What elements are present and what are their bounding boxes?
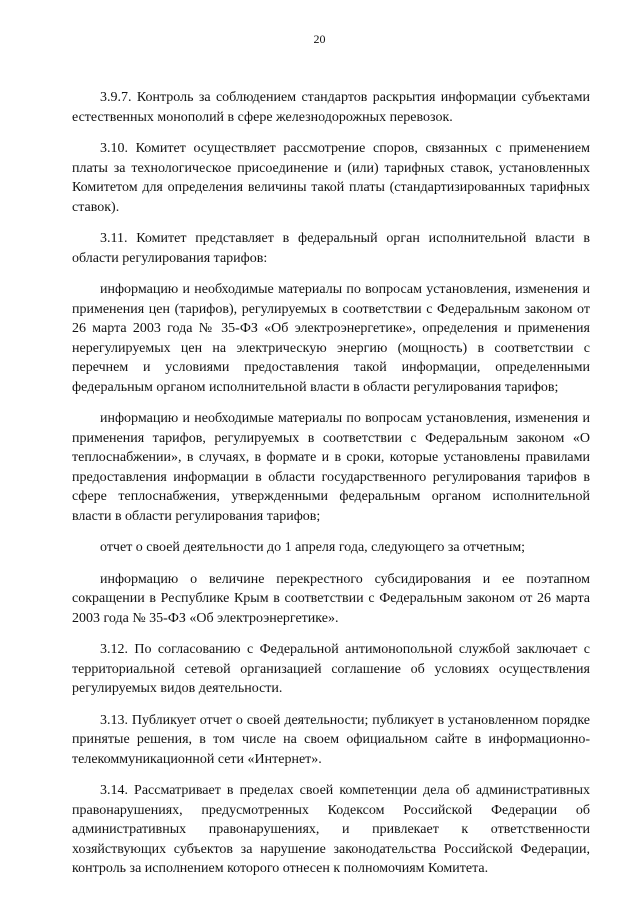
document-body [72, 88, 590, 879]
page-number: 20 [313, 32, 326, 46]
paragraph-3-10: 3.10. Комитет осуществляет рассмотрение споров, связанных с применением платы за технологическое присоединение и (или) тарифных ставок, установленных Комитетом для определения величины такой платы (стандартизированных тарифных ставок). [72, 141, 590, 215]
paragraph-3-11: 3.11. Комитет представляет в федеральный орган исполнительной власти в области регулирования тарифов: [72, 231, 590, 266]
paragraph-3-11-item-heat: информацию и необходимые материалы по вопросам установления, изменения и применения тарифов, регулируемых в соответствии с Федеральным законом «О теплоснабжении», в случаях, в формате и в сроки, которые установлены правилами предоставления информации в области государственного регулирования тарифов в сфере теплоснабжения, утвержденными федеральным органом исполнительной власти в области регулирования тарифов; [72, 411, 590, 524]
paragraph-3-11-item-report: отчет о своей деятельности до 1 апреля года, следующего за отчетным; [100, 540, 526, 555]
paragraph-3-11-item-subsidy: информацию о величине перекрестного субсидирования и ее поэтапном сокращении в Республике Крым в соответствии с Федеральным законом от 26 марта 2003 года № 35-ФЗ «Об электроэнергетике». [72, 571, 590, 626]
paragraph-3-13: 3.13. Публикует отчет о своей деятельности; публикует в установленном порядке принятые решения, в том числе на своем официальном сайте в информационно-телекоммуникационной сети «Интернет». [72, 712, 590, 767]
paragraph-3-9-7: 3.9.7. Контроль за соблюдением стандартов раскрытия информации субъектами естественных монополий в сфере железнодорожных перевозок. [72, 90, 590, 125]
paragraph-3-14: 3.14. Рассматривает в пределах своей компетенции дела об административных правонарушениях, предусмотренных Кодексом Российской Федерации об административных правонарушениях, и привлекает к ответственности хозяйствующих субъектов за нарушение законодательства Российской Федерации, контроль за исполнением которого отнесен к полномочиям Комитета. [72, 783, 590, 876]
paragraph-3-12: 3.12. По согласованию с Федеральной антимонопольной службой заключает с территориальной сетевой организацией соглашение об условиях осуществления регулируемых видов деятельности. [72, 642, 590, 696]
paragraph-3-11-item-prices: информацию и необходимые материалы по вопросам установления, изменения и применения цен (тарифов), регулируемых в соответствии с Федеральным законом от 26 марта 2003 года № 35-ФЗ «Об электроэнергетике», определения и применения нерегулируемых цен на электрическую энергию (мощность) в соответствии с перечнем и условиями предоставления такой информации, определенными федеральным органом исполнительной власти в области регулирования тарифов; [72, 282, 590, 395]
